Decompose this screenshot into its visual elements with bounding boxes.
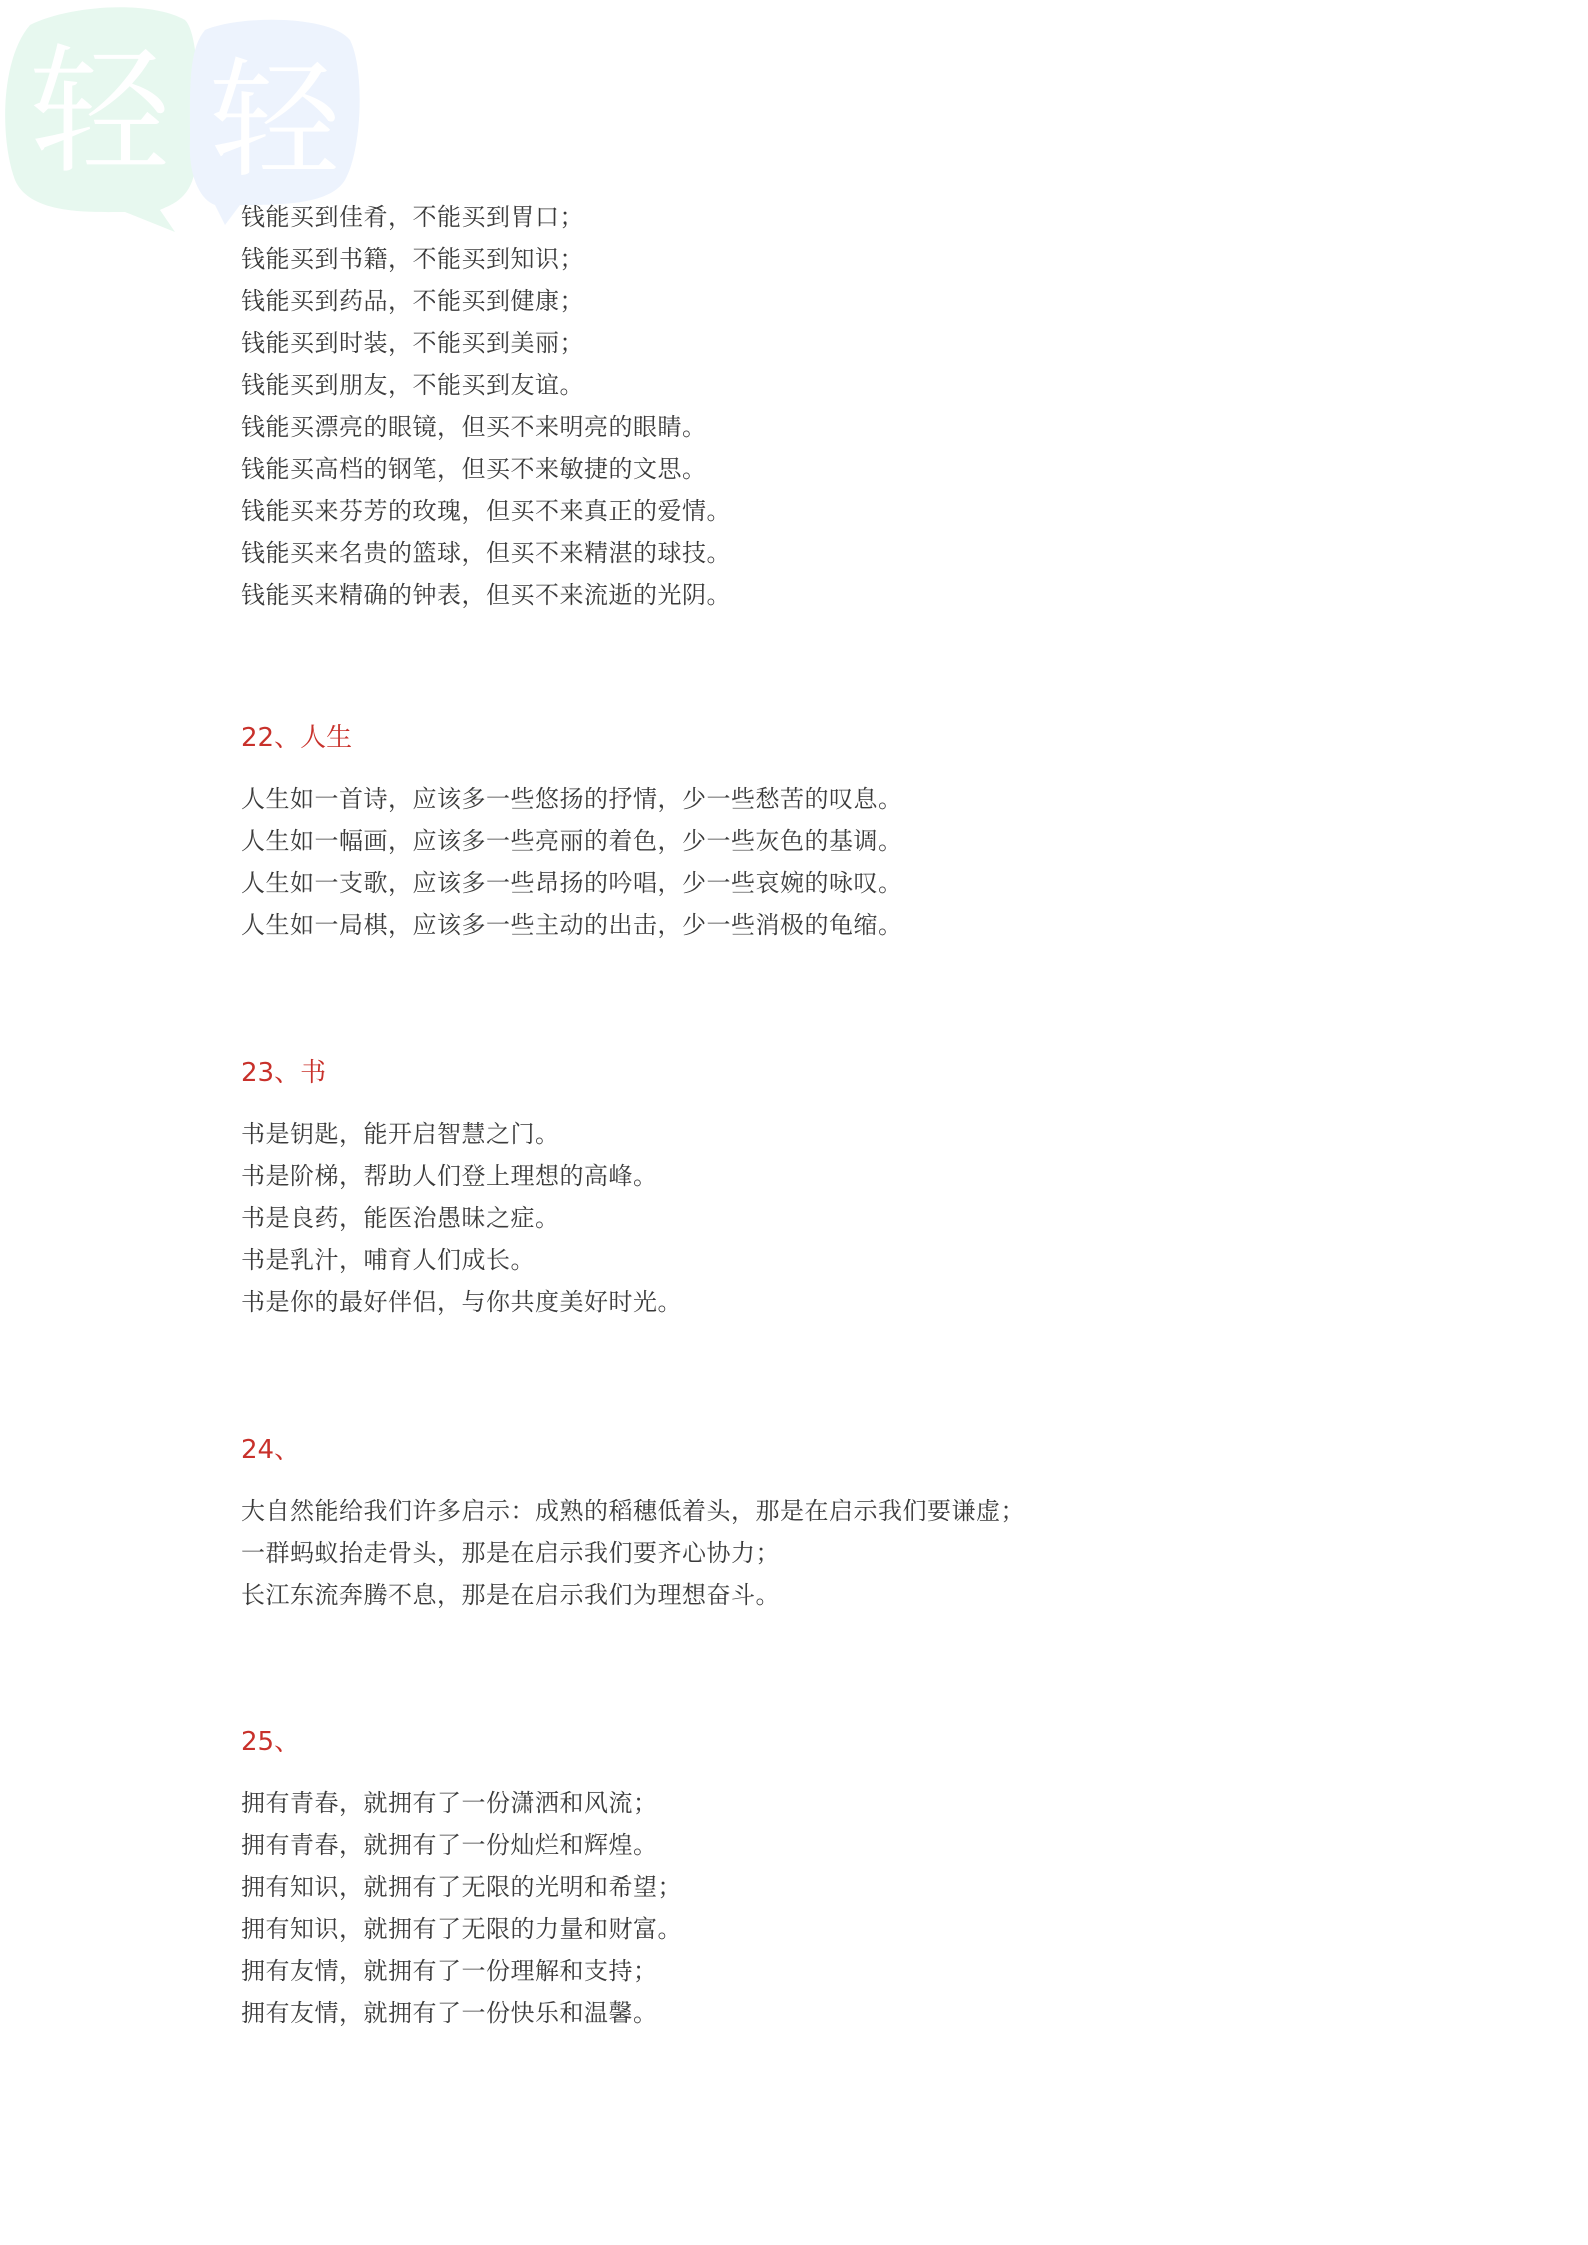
text-line: 钱能买来名贵的篮球，但买不来精湛的球技。: [241, 539, 731, 567]
text-line: 书是你的最好伴侣，与你共度美好时光。: [241, 1288, 682, 1316]
text-line: 人生如一支歌，应该多一些昂扬的吟唱，少一些哀婉的咏叹。: [241, 869, 903, 897]
text-line: 拥有知识，就拥有了无限的光明和希望；: [241, 1873, 682, 1901]
section-heading: 23、书: [241, 1058, 327, 1088]
text-line: 拥有青春，就拥有了一份灿烂和辉煌。: [241, 1831, 658, 1859]
text-line: 一群蚂蚁抬走骨头，那是在启示我们要齐心协力；: [241, 1539, 780, 1567]
text-line: 钱能买到佳肴，不能买到胃口；: [241, 203, 584, 231]
section-23: [241, 1053, 1441, 1323]
section-heading: 22、人生: [241, 723, 353, 753]
text-line: 钱能买来芬芳的玫瑰，但买不来真正的爱情。: [241, 497, 731, 525]
text-line: 钱能买到药品，不能买到健康；: [241, 287, 584, 315]
text-line: 书是阶梯，帮助人们登上理想的高峰。: [241, 1162, 658, 1190]
text-line: 钱能买到朋友，不能买到友谊。: [241, 371, 584, 399]
text-line: 人生如一局棋，应该多一些主动的出击，少一些消极的龟缩。: [241, 911, 903, 939]
text-line: 拥有青春，就拥有了一份潇洒和风流；: [241, 1789, 658, 1817]
text-line: 钱能买来精确的钟表，但买不来流逝的光阴。: [241, 581, 731, 609]
logo-glyph-left: 轻: [29, 31, 171, 194]
section-25: [241, 1722, 1441, 2034]
text-line: 书是良药，能医治愚昧之症。: [241, 1204, 560, 1232]
section-heading: 25、: [241, 1727, 301, 1757]
text-line: 书是钥匙，能开启智慧之门。: [241, 1120, 560, 1148]
section-22: [241, 718, 1441, 946]
text-line: 钱能买高档的钢笔，但买不来敏捷的文思。: [241, 455, 707, 483]
section-heading: 24、: [241, 1435, 301, 1465]
logo-glyph-right: 轻: [209, 44, 341, 196]
text-line: 拥有友情，就拥有了一份快乐和温馨。: [241, 1999, 658, 2027]
text-line: 人生如一首诗，应该多一些悠扬的抒情，少一些愁苦的叹息。: [241, 785, 903, 813]
section-24: [241, 1430, 1441, 1616]
text-line: 书是乳汁，哺育人们成长。: [241, 1246, 535, 1274]
text-line: 大自然能给我们许多启示：成熟的稻穗低着头，那是在启示我们要谦虚；: [241, 1497, 1025, 1525]
text-line: 钱能买到时装，不能买到美丽；: [241, 329, 584, 357]
text-line: 钱能买漂亮的眼镜，但买不来明亮的眼睛。: [241, 413, 707, 441]
text-line: 长江东流奔腾不息，那是在启示我们为理想奋斗。: [241, 1581, 780, 1609]
intro-block: [241, 196, 1441, 616]
text-line: 钱能买到书籍，不能买到知识；: [241, 245, 584, 273]
text-line: 人生如一幅画，应该多一些亮丽的着色，少一些灰色的基调。: [241, 827, 903, 855]
text-line: 拥有友情，就拥有了一份理解和支持；: [241, 1957, 658, 1985]
text-line: 拥有知识，就拥有了无限的力量和财富。: [241, 1915, 682, 1943]
